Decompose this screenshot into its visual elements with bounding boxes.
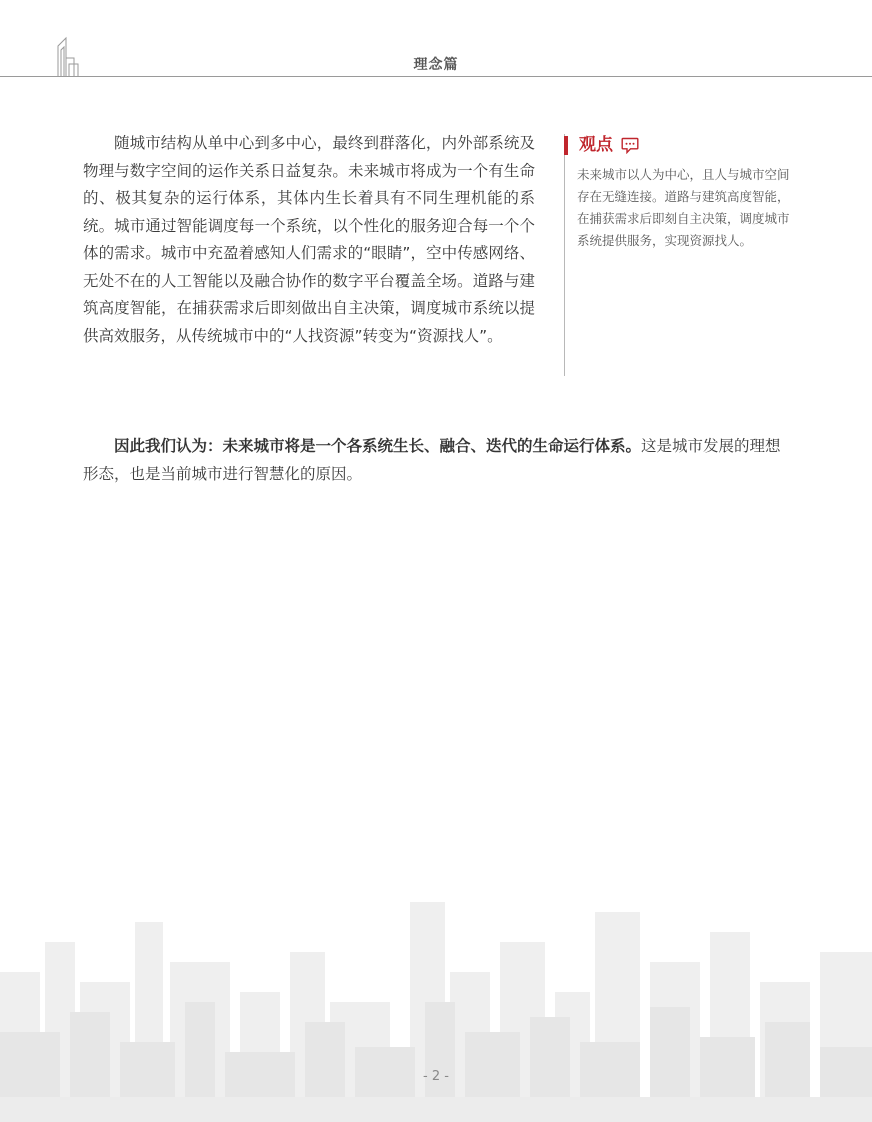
conclusion-bold: 因此我们认为：未来城市将是一个各系统生长、融合、迭代的生命运行体系。	[114, 437, 642, 455]
conclusion-paragraph	[83, 432, 789, 488]
sidebar-title: 观点	[579, 135, 613, 155]
conclusion-rest: 这是城市发展的理想形态，也是当前城市进行智慧化的原因。	[83, 437, 781, 483]
sidebar-accent-bar	[564, 136, 568, 155]
section-header-title: 理念篇	[413, 57, 459, 73]
header-divider	[0, 76, 872, 77]
sidebar-text: 未来城市以人为中心，且人与城市空间存在无缝连接。道路与建筑高度智能，在捕获需求后即刻自主决策，调度城市系统提供服务，实现资源找人。	[577, 167, 790, 248]
page-number: - 2 -	[423, 1069, 449, 1084]
city-skyline-illustration	[0, 882, 872, 1122]
main-paragraph: 随城市结构从单中心到多中心，最终到群落化，内外部系统及物理与数字空间的运作关系日益复杂。未来城市将成为一个有生命的、极其复杂的运行体系，其体内生长着具有不同生理机能的系统。城市通过智能调度每一个系统，以个性化的服务迎合每一个个体的需求。城市中充盈着感知人们需求的“眼睛”，空中传感网络、无处不在的人工智能以及融合协作的数字平台覆盖全场。道路与建筑高度智能，在捕获需求后即刻做出自主决策，调度城市系统以提供高效服务，从传统城市中的“人找资源”转变为“资源找人”。	[83, 134, 535, 345]
viewpoint-sidebar	[564, 134, 793, 376]
speech-bubble-icon	[621, 137, 639, 154]
